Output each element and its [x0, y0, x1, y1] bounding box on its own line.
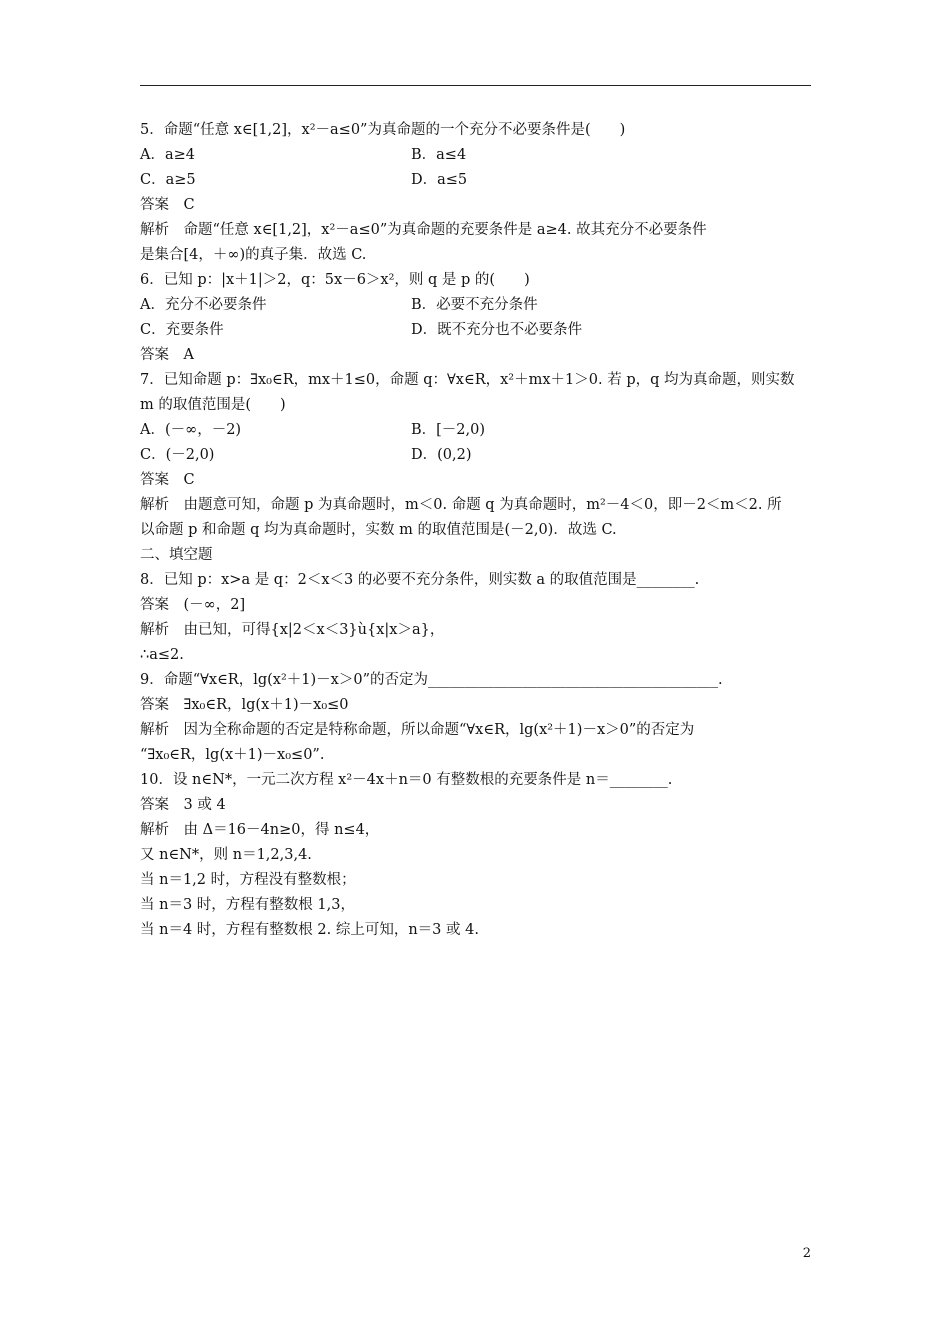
q10-answer: 答案 3 或 4 — [140, 797, 226, 813]
q7-analysis-2: 以命题 p 和命题 q 均为真命题时，实数 m 的取值范围是(－2,0)．故选 C. — [140, 522, 617, 538]
q5-option-d: D．a≤5 — [411, 172, 468, 188]
q8-analysis-2: ∴a≤2. — [140, 647, 184, 663]
header-rule — [140, 85, 811, 86]
q5-stem: 5．命题“任意 x∈[1,2]，x²－a≤0”为真命题的一个充分不必要条件是( ) — [140, 122, 626, 138]
q7-stem-2: m 的取值范围是( ) — [140, 397, 286, 413]
q5-options-ab — [140, 143, 811, 168]
q5-option-c: C．a≥5 — [140, 172, 196, 188]
q7-analysis-1: 解析 由题意可知，命题 p 为真命题时，m＜0. 命题 q 为真命题时，m²－4＜0，即－2＜m＜2. 所 — [140, 497, 782, 513]
q5-option-a: A．a≥4 — [140, 147, 195, 163]
q6-option-c: C．充要条件 — [140, 322, 224, 338]
q5-answer: 答案 C — [140, 197, 195, 213]
q5-options-cd — [140, 168, 811, 193]
q6-answer: 答案 A — [140, 347, 194, 363]
q10-analysis-4: 当 n＝3 时，方程有整数根 1,3， — [140, 897, 355, 913]
q9-analysis-2: “∃x₀∈R，lg(x＋1)－x₀≤0”. — [140, 747, 325, 763]
q8-analysis-1: 解析 由已知，可得{x|2＜x＜3}ù{x|x＞a}， — [140, 622, 445, 638]
q7-options-cd — [140, 443, 811, 468]
q6-stem: 6．已知 p：|x＋1|＞2，q：5x－6＞x²，则 q 是 p 的( ) — [140, 272, 530, 288]
q7-answer: 答案 C — [140, 472, 195, 488]
section-heading-fill-in: 二、填空题 — [140, 547, 213, 563]
q8-stem: 8．已知 p：x>a 是 q：2＜x＜3 的必要不充分条件，则实数 a 的取值范围是________. — [140, 572, 700, 588]
q5-option-b: B．a≤4 — [411, 147, 467, 163]
q10-analysis-1: 解析 由 Δ＝16－4n≥0，得 n≤4， — [140, 822, 380, 838]
q7-option-b: B．[－2,0) — [411, 422, 486, 438]
document-body — [140, 118, 811, 943]
q8-answer: 答案 (－∞，2] — [140, 597, 246, 613]
q6-option-b: B．必要不充分条件 — [411, 297, 538, 313]
q6-options-ab — [140, 293, 811, 318]
q9-analysis-1: 解析 因为全称命题的否定是特称命题，所以命题“∀x∈R，lg(x²＋1)－x＞0”的否定为 — [140, 722, 695, 738]
q9-answer: 答案 ∃x₀∈R，lg(x＋1)－x₀≤0 — [140, 697, 349, 713]
q7-stem-1: 7．已知命题 p：∃x₀∈R，mx＋1≤0，命题 q：∀x∈R，x²＋mx＋1＞0. 若 p，q 均为真命题，则实数 — [140, 372, 795, 388]
q10-analysis-5: 当 n＝4 时，方程有整数根 2. 综上可知，n＝3 或 4. — [140, 922, 479, 938]
q10-stem: 10．设 n∈N*，一元二次方程 x²－4x＋n＝0 有整数根的充要条件是 n＝________. — [140, 772, 673, 788]
q6-options-cd — [140, 318, 811, 343]
q5-analysis-1: 解析 命题“任意 x∈[1,2]，x²－a≤0”为真命题的充要条件是 a≥4. 故其充分不必要条件 — [140, 222, 707, 238]
q7-option-d: D．(0,2) — [411, 447, 472, 463]
q6-option-d: D．既不充分也不必要条件 — [411, 322, 583, 338]
q10-analysis-2: 又 n∈N*，则 n＝1,2,3,4. — [140, 847, 312, 863]
q6-option-a: A．充分不必要条件 — [140, 297, 267, 313]
q7-option-c: C．(－2,0) — [140, 447, 215, 463]
q7-options-ab — [140, 418, 811, 443]
q9-stem: 9．命题“∀x∈R，lg(x²＋1)－x＞0”的否定为________________________________________. — [140, 672, 723, 688]
q5-analysis-2: 是集合[4，＋∞)的真子集．故选 C. — [140, 247, 367, 263]
page-number: 2 — [802, 1246, 811, 1261]
q7-option-a: A．(－∞，－2) — [140, 422, 242, 438]
q10-analysis-3: 当 n＝1,2 时，方程没有整数根； — [140, 872, 356, 888]
